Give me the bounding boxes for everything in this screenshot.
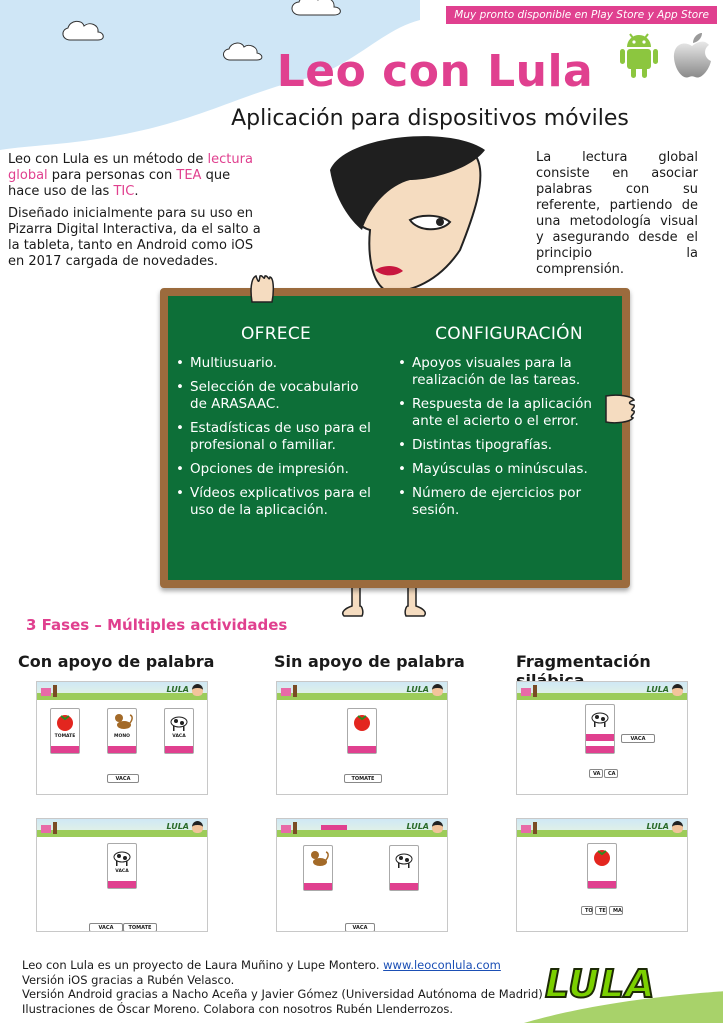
list-item: • Apoyos visuales para la realización de las tareas. <box>398 355 620 389</box>
syllable-chip[interactable]: MA <box>609 906 623 915</box>
availability-banner: Muy pronto disponible en Play Store y App Store <box>446 6 717 24</box>
syllable-chip[interactable]: VA <box>589 769 603 778</box>
credits-line-3: Versión Android gracias a Nacho Aceña y Javier Gómez (Universidad Autónoma de Madrid) <box>22 987 543 1001</box>
offers-column <box>176 326 376 526</box>
picture-card <box>585 704 615 754</box>
tomato-icon <box>591 847 613 867</box>
tomato-icon <box>54 712 76 732</box>
word-chip[interactable]: VACA <box>107 774 139 783</box>
list-item: • Distintas tipografías. <box>398 437 620 454</box>
global-reading-text: La lectura global consiste en asociar palabras con su referente, partiendo de una metodología visual y asegurando desde el principio la comprensión. <box>536 150 698 277</box>
tomato-icon <box>351 712 373 732</box>
page-title: Leo con Lula <box>276 46 594 97</box>
app-screenshot: LULA VACA <box>276 818 448 932</box>
syllable-chip[interactable]: TE <box>595 906 607 915</box>
intro-paragraph-1: Leo con Lula es un método de lectura global para personas con TEA que hace uso de las TIC. <box>8 152 253 199</box>
picture-card <box>347 708 377 754</box>
picture-card <box>303 845 333 891</box>
left-hand-icon <box>248 272 278 306</box>
offers-list <box>176 355 376 519</box>
app-screenshot: LULA VACA VA CA <box>516 681 688 795</box>
syllable-chip[interactable]: TO <box>581 906 593 915</box>
right-hand-icon <box>604 392 638 426</box>
list-item: • Selección de vocabulario de ARASAAC. <box>176 379 376 413</box>
word-chip[interactable]: VACA <box>345 923 375 932</box>
cow-icon <box>111 847 133 867</box>
list-item: • Número de ejercicios por sesión. <box>398 485 620 519</box>
intro-text <box>8 152 263 276</box>
lula-logo: LULA <box>545 962 656 1006</box>
picture-card <box>587 843 617 889</box>
apple-icon <box>671 32 713 80</box>
cow-icon <box>393 849 415 869</box>
lula-character-head <box>300 130 500 305</box>
phase-title-2: Sin apoyo de palabra <box>274 652 465 671</box>
platform-icons <box>619 32 713 80</box>
android-icon <box>619 33 659 79</box>
list-item: • Opciones de impresión. <box>176 461 376 478</box>
list-item: • Vídeos explicativos para el uso de la aplicación. <box>176 485 376 519</box>
configuration-title: CONFIGURACIÓN <box>435 324 583 344</box>
blackboard <box>160 288 630 588</box>
picture-card: VACA <box>164 708 194 754</box>
app-screenshot: LULA TO TE MA <box>516 818 688 932</box>
configuration-column <box>398 326 620 526</box>
picture-card: VACA <box>107 843 137 889</box>
word-chip[interactable]: TOMATE <box>344 774 382 783</box>
phases-heading: 3 Fases – Múltiples actividades <box>26 616 288 634</box>
credits-line-1: Leo con Lula es un proyecto de Laura Muñino y Lupe Montero. www.leoconlula.com <box>22 958 501 972</box>
syllable-chip[interactable]: CA <box>604 769 618 778</box>
cow-icon <box>168 712 190 732</box>
picture-card <box>389 845 419 891</box>
intro-paragraph-2: Diseñado inicialmente para su uso en Pizarra Digital Interactiva, da el salto a la tableta, tanto en Android como iOS en 2017 cargada de novedades. <box>8 206 261 269</box>
credits <box>22 958 582 1016</box>
word-chip[interactable]: TOMATE <box>123 923 157 932</box>
cow-icon <box>589 708 611 728</box>
picture-card: TOMATE <box>50 708 80 754</box>
list-item: • Estadísticas de uso para el profesional o familiar. <box>176 420 376 454</box>
app-screenshot: LULA VACA VACA TOMATE <box>36 818 208 932</box>
list-item: • Multiusuario. <box>176 355 376 372</box>
list-item: • Mayúsculas o minúsculas. <box>398 461 620 478</box>
picture-card: MONO <box>107 708 137 754</box>
list-item: • Respuesta de la aplicación ante el acierto o el error. <box>398 396 620 430</box>
word-chip[interactable]: VACA <box>89 923 123 932</box>
app-screenshot: LULA TOMATE <box>276 681 448 795</box>
phase-title-1: Con apoyo de palabra <box>18 652 215 671</box>
offers-title: OFRECE <box>240 324 312 344</box>
credits-line-2: Versión iOS gracias a Rubén Velasco. <box>22 972 235 987</box>
app-screenshot: LULA TOMATE MONO VACA VACA <box>36 681 208 795</box>
website-link[interactable]: www.leoconlula.com <box>383 958 501 972</box>
monkey-icon <box>307 849 329 869</box>
phase-title-3: Fragmentación <box>516 652 651 671</box>
credits-line-4: Ilustraciones de Óscar Moreno. Colabora con nosotros Rubén Llenderrozos. <box>22 1001 454 1016</box>
configuration-list <box>398 355 620 519</box>
monkey-icon <box>111 712 133 732</box>
page-subtitle: Aplicación para dispositivos móviles <box>231 106 629 131</box>
word-chip[interactable]: VACA <box>621 734 655 743</box>
